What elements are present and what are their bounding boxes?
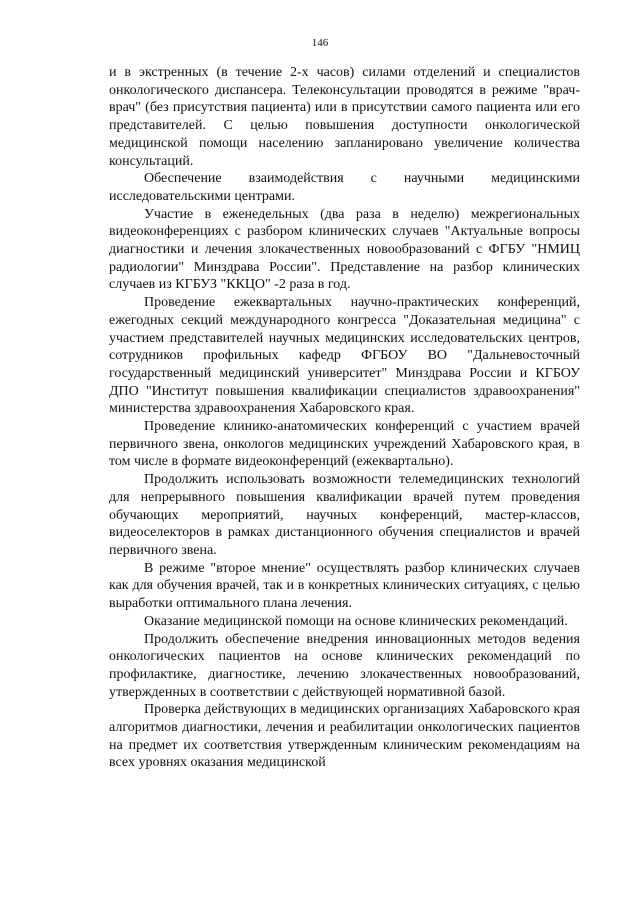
paragraph-teleconsultations: и в экстренных (в течение 2-х часов) силами отделений и специалистов онкологического диспансера. Телеконсультации проводятся в режиме "врач-врач" (без присутствия пациента) или в присутствии самого пациента или его представителей. С целью повышения доступности онкологической медицинской помощи населению запланировано увеличение количества консультаций. <box>109 65 580 169</box>
paragraph-clinical-guidelines-care: Оказание медицинской помощи на основе клинических рекомендаций. <box>144 613 568 629</box>
paragraph-innovative-methods: Продолжить обеспечение внедрения инновационных методов ведения онкологических пациентов на основе клинических рекомендаций по профилактике, диагностике, лечению злокачественных новообразований, утвержденных в соответствии с действующей нормативной базой. <box>109 631 580 700</box>
page-number: 146 <box>311 37 329 49</box>
paragraph-algorithm-verification: Проверка действующих в медицинских организациях Хабаровского края алгоритмов диагностики, лечения и реабилитации онкологических пациентов на предмет их соответствия утвержденным клиническим рекомендациям на всех уровнях оказания медицинской <box>109 702 580 771</box>
body-text <box>109 64 580 772</box>
paragraph-second-opinion: В режиме "второе мнение" осуществлять разбор клинических случаев как для обучения врачей, так и в конкретных клинических ситуациях, с целью выработки оптимального плана лечения. <box>109 560 580 612</box>
paragraph-research-centers-interaction: Обеспечение взаимодействия с научными медицинскими исследовательскими центрами. <box>109 171 580 204</box>
paragraph-clinical-anatomical-conferences: Проведение клинико-анатомических конференций с участием врачей первичного звена, онкологов медицинских учреждений Хабаровского края, в том числе в формате видеоконференций (ежеквартально). <box>109 419 580 470</box>
paragraph-quarterly-conferences: Проведение ежеквартальных научно-практических конференций, ежегодных секций международного конгресса "Доказательная медицина" с участием представителей научных медицинских исследовательских центров, сотрудников профильных кафедр ФГБОУ ВО "Дальневосточный государственный медицинский университет" Минздрава России и КГБОУ ДПО "Институт повышения квалификации специалистов здравоохранения" министерства здравоохранения Хабаровского края. <box>109 295 580 417</box>
paragraph-telemedicine-training: Продолжить использовать возможности телемедицинских технологий для непрерывного повышения квалификации врачей путем проведения обучающих мероприятий, научных конференций, мастер-классов, видеоселекторов в рамках дистанционного обучения специалистов и врачей первичного звена. <box>109 472 580 558</box>
paragraph-weekly-videoconferences: Участие в еженедельных (два раза в неделю) межрегиональных видеоконференциях с разбором клинических случаев "Актуальные вопросы диагностики и лечения злокачественных новообразований с ФГБУ "НМИЦ радиологии" Минздрава России". Представление на разбор клинических случаев из КГБУЗ "ККЦО" -2 раза в год. <box>109 206 580 293</box>
